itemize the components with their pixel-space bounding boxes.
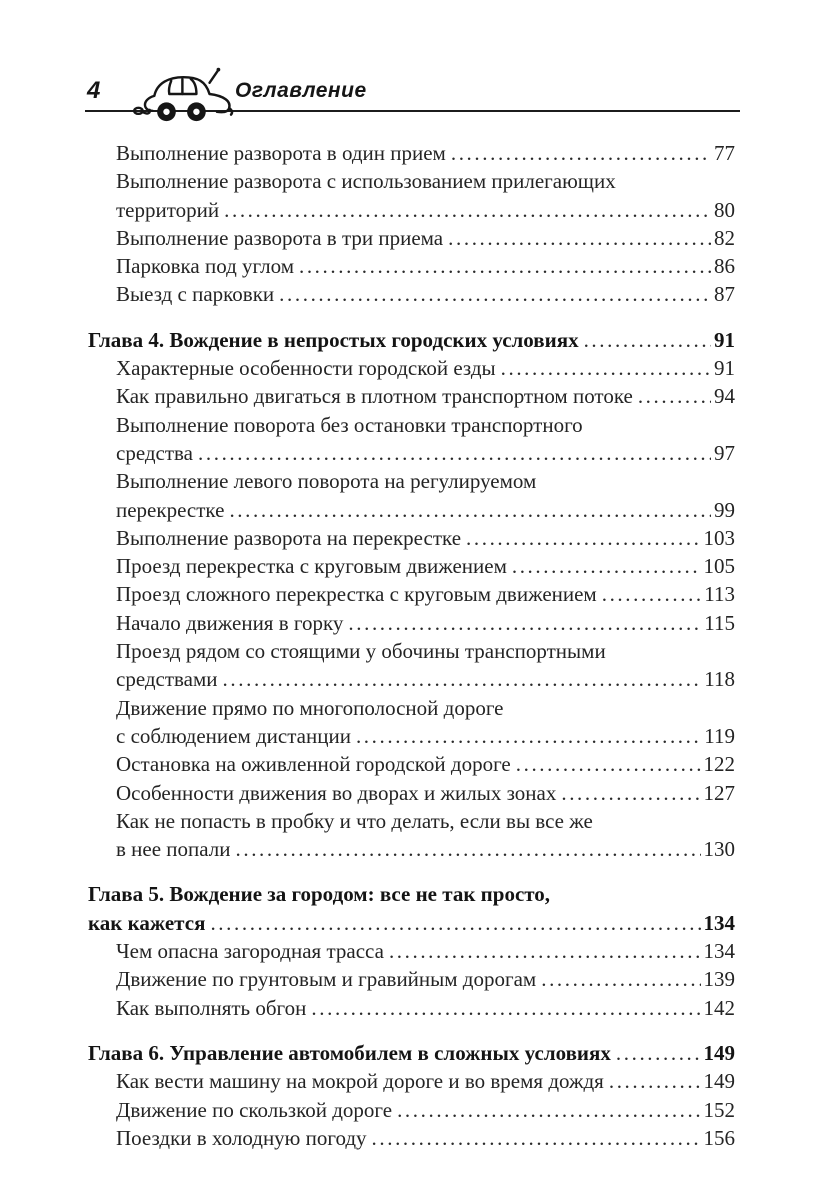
dot-leader (224, 196, 711, 224)
toc-entry-title: Как правильно двигаться в плотном транспортном потоке (116, 384, 633, 409)
dot-leader (516, 750, 701, 778)
dot-leader (541, 965, 700, 993)
dot-leader (609, 1067, 701, 1095)
toc-entry (88, 382, 735, 410)
toc-page-number: 149 (703, 1069, 735, 1094)
toc-entry-line: Выполнение поворота без остановки транспортного (116, 412, 583, 437)
dot-leader (356, 722, 701, 750)
toc-entry-lastline (116, 139, 735, 167)
dot-leader (561, 779, 700, 807)
toc-page-number: 134 (703, 939, 735, 964)
toc-entry-lastline (116, 965, 735, 993)
toc-entry-title: Проезд перекрестка с круговым движением (116, 554, 507, 579)
toc-page-number: 80 (714, 197, 735, 222)
dot-leader (512, 552, 701, 580)
toc-entry (88, 807, 735, 864)
dot-leader (348, 609, 701, 637)
toc-entry-title: как кажется (88, 910, 206, 935)
toc-entry-lastline (116, 524, 735, 552)
toc-entry (88, 524, 735, 552)
toc-page-number: 87 (714, 282, 735, 307)
toc-entry-title: Проезд сложного перекрестка с круговым движением (116, 582, 597, 607)
toc-entry-title: Как выполнять обгон (116, 995, 307, 1020)
toc-entry-title: Выполнение разворота в один прием (116, 141, 446, 165)
toc-entry-lastline (116, 382, 735, 410)
toc-entry-title: Остановка на оживленной городской дороге (116, 752, 511, 777)
toc-chapter-entry (88, 1039, 735, 1067)
dot-leader (638, 382, 711, 410)
toc-page-number: 149 (703, 1040, 735, 1065)
toc-page-number: 142 (703, 995, 735, 1020)
toc-entry-lastline (116, 224, 735, 252)
toc-entry-lastline (88, 1039, 735, 1067)
toc-entry-title: Выезд с парковки (116, 282, 275, 307)
toc-entry-title: Парковка под углом (116, 254, 294, 279)
toc-page-number: 156 (703, 1125, 735, 1150)
toc-entry (88, 779, 735, 807)
toc-page-number: 119 (704, 723, 735, 748)
toc-page-number: 105 (703, 554, 735, 579)
toc-page-number: 118 (704, 667, 735, 692)
toc-page-number: 127 (703, 780, 735, 805)
toc-entry (88, 252, 735, 280)
toc-entry-lastline (116, 252, 735, 280)
dot-leader (210, 909, 700, 937)
toc-entry-line: Выполнение разворота с использованием прилегающих (116, 169, 616, 194)
toc-entry-title: территорий (116, 197, 220, 222)
toc-chapter-entry (88, 326, 735, 354)
dot-leader (389, 937, 701, 965)
toc-entry-title: Выполнение разворота в три приема (116, 225, 444, 250)
toc-entry (88, 224, 735, 252)
toc-page-number: 82 (714, 225, 735, 250)
toc-page-number: 122 (703, 752, 735, 777)
page-title: Оглавление (235, 79, 367, 102)
toc-page-number: 152 (703, 1097, 735, 1122)
toc-entry-title: Как вести машину на мокрой дороге и во время дождя (116, 1069, 604, 1094)
toc-page-number: 94 (714, 384, 735, 409)
toc-entry-lastline (116, 354, 735, 382)
toc-entry (88, 694, 735, 751)
dot-leader (616, 1039, 701, 1067)
car-doodle-icon (129, 65, 247, 123)
toc-entry (88, 937, 735, 965)
toc-entry-lastline (116, 496, 735, 524)
toc-entry-lastline (116, 280, 735, 308)
toc-entry-line: Проезд рядом со стоящими у обочины транспортными (116, 639, 606, 664)
dot-leader (602, 580, 702, 608)
toc-entry-lastline (116, 750, 735, 778)
toc-entry (88, 637, 735, 694)
dot-leader (311, 994, 700, 1022)
toc-list (88, 139, 735, 1152)
toc-page-number: 91 (714, 356, 735, 381)
page-number: 4 (87, 77, 101, 104)
toc-entry (88, 354, 735, 382)
toc-entry-title: Движение по грунтовым и гравийным дорогам (116, 967, 537, 992)
toc-page-number: 103 (703, 525, 735, 550)
dot-leader (451, 139, 711, 167)
toc-entry-lastline (116, 196, 735, 224)
toc-entry-lastline (116, 1067, 735, 1095)
toc-entry-lastline (116, 609, 735, 637)
toc-entry-title: Чем опасна загородная трасса (116, 939, 384, 964)
toc-entry-lastline (88, 326, 735, 354)
toc-page-number: 139 (703, 967, 735, 992)
toc-entry-title: средства (116, 440, 194, 465)
toc-entry (88, 994, 735, 1022)
toc-page-number: 77 (714, 141, 735, 165)
toc-entry (88, 552, 735, 580)
toc-entry-lastline (116, 439, 735, 467)
toc-entry-line: Выполнение левого поворота на регулируемом (116, 469, 537, 494)
toc-page-number: 99 (714, 497, 735, 522)
toc-entry-lastline (116, 1124, 735, 1152)
toc-entry-title: с соблюдением дистанции (116, 723, 351, 748)
dot-leader (448, 224, 711, 252)
toc-entry-title: Поездки в холодную погоду (116, 1125, 367, 1150)
toc-entry (88, 965, 735, 993)
toc-entry-lastline (116, 552, 735, 580)
toc-entry (88, 580, 735, 608)
dot-leader (279, 280, 711, 308)
toc-entry-lastline (116, 1096, 735, 1124)
toc-entry-lastline (116, 779, 735, 807)
toc-entry (88, 467, 735, 524)
dot-leader (198, 439, 711, 467)
toc-entry-title: Начало движения в горку (116, 610, 344, 635)
toc-entry-title: Глава 4. Вождение в непростых городских условиях (88, 327, 579, 352)
toc-entry (88, 411, 735, 468)
toc-entry (88, 750, 735, 778)
toc-entry-title: Особенности движения во дворах и жилых зонах (116, 780, 557, 805)
dot-leader (397, 1096, 700, 1124)
toc-entry-title: средствами (116, 667, 218, 692)
toc-entry-title: в нее попали (116, 837, 231, 862)
toc-entry (88, 139, 735, 167)
dot-leader (466, 524, 700, 552)
toc-entry-title: Выполнение разворота на перекрестке (116, 525, 462, 550)
toc-entry-lastline (116, 937, 735, 965)
toc-entry-lastline (116, 580, 735, 608)
dot-leader (372, 1124, 701, 1152)
dot-leader (223, 665, 702, 693)
dot-leader (229, 496, 711, 524)
toc-entry-lastline (116, 722, 735, 750)
toc-entry-lastline (116, 665, 735, 693)
toc-page-number: 91 (714, 327, 735, 352)
toc-page-number: 97 (714, 440, 735, 465)
dot-leader (584, 326, 711, 354)
toc-entry (88, 1067, 735, 1095)
toc-chapter-entry (88, 880, 735, 937)
dot-leader (236, 835, 701, 863)
toc-entry-lastline (88, 909, 735, 937)
toc-page-number: 86 (714, 254, 735, 279)
toc-entry-lastline (116, 994, 735, 1022)
toc-entry-title: Характерные особенности городской езды (116, 356, 496, 381)
toc-page-number: 115 (704, 610, 735, 635)
toc-entry-lastline (116, 835, 735, 863)
toc-entry (88, 1124, 735, 1152)
toc-entry-title: перекрестке (116, 497, 225, 522)
toc-page-number: 113 (704, 582, 735, 607)
toc-page-number: 130 (703, 837, 735, 862)
page-header (85, 68, 740, 112)
toc-page-number: 134 (703, 910, 735, 935)
toc-entry (88, 1096, 735, 1124)
toc-entry-line: Глава 5. Вождение за городом: все не так просто, (88, 882, 551, 907)
toc-entry (88, 609, 735, 637)
dot-leader (501, 354, 711, 382)
toc-entry-line: Движение прямо по многополосной дороге (116, 695, 504, 720)
dot-leader (299, 252, 711, 280)
toc-entry (88, 167, 735, 224)
toc-entry-line: Как не попасть в пробку и что делать, если вы все же (116, 808, 593, 833)
toc-entry-title: Движение по скользкой дороге (116, 1097, 393, 1122)
toc-entry-title: Глава 6. Управление автомобилем в сложных условиях (88, 1040, 611, 1065)
toc-entry (88, 280, 735, 308)
